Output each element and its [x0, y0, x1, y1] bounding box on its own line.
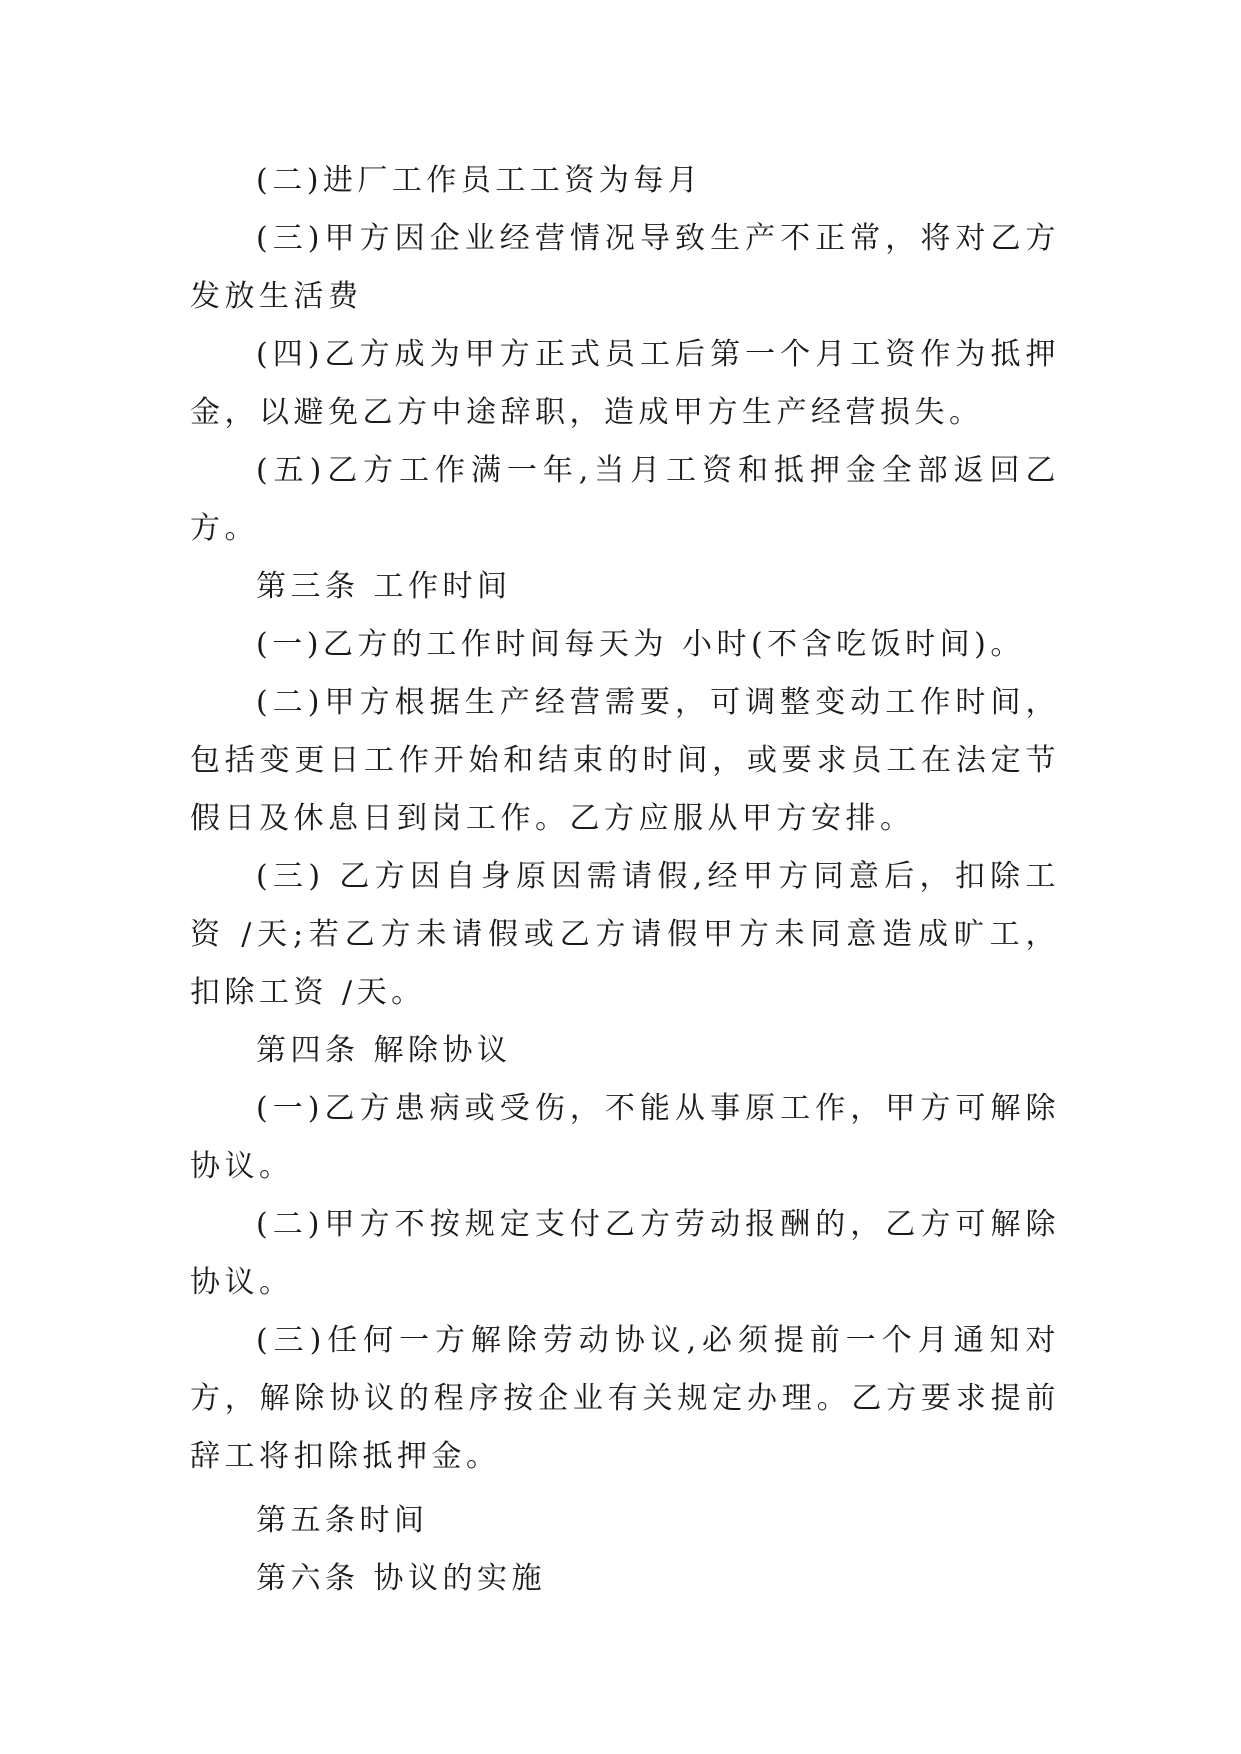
- paragraph-termination-unpaid: (二)甲方不按规定支付乙方劳动报酬的，乙方可解除协议。: [190, 1207, 1060, 1300]
- section-heading-termination: 第四条 解除协议: [256, 1033, 512, 1068]
- paragraph-adjust-hours: (二)甲方根据生产经营需要，可调整变动工作时间，包括变更日工作开始和结束的时间，或要求员工在法定节假日及休息日到岗工作。乙方应服从甲方安排。: [190, 685, 1060, 836]
- section-heading-working-hours: 第三条 工作时间: [256, 569, 512, 604]
- paragraph-daily-hours: (一)乙方的工作时间每天为 小时(不含吃饭时间)。: [256, 627, 1025, 662]
- section-heading-time: 第五条时间: [256, 1503, 429, 1538]
- paragraph-deposit: (四)乙方成为甲方正式员工后第一个月工资作为抵押金，以避免乙方中途辞职，造成甲方生产经营损失。: [190, 337, 1060, 430]
- paragraph-termination-illness: (一)乙方患病或受伤，不能从事原工作，甲方可解除协议。: [190, 1091, 1060, 1184]
- section-heading-implementation: 第六条 协议的实施: [256, 1561, 547, 1596]
- document-body: [190, 152, 1060, 1608]
- paragraph-termination-notice: (三)任何一方解除劳动协议,必须提前一个月通知对方，解除协议的程序按企业有关规定办理。乙方要求提前辞工将扣除抵押金。: [190, 1323, 1060, 1474]
- paragraph-leave-deduction: (三) 乙方因自身原因需请假,经甲方同意后，扣除工资 /天;若乙方未请假或乙方请假甲方未同意造成旷工，扣除工资 /天。: [190, 859, 1060, 1010]
- paragraph-living-allowance: (三)甲方因企业经营情况导致生产不正常，将对乙方发放生活费: [190, 221, 1060, 314]
- paragraph-deposit-return: (五)乙方工作满一年,当月工资和抵押金全部返回乙方。: [190, 453, 1060, 546]
- paragraph-wage-monthly: (二)进厂工作员工工资为每月: [256, 163, 703, 198]
